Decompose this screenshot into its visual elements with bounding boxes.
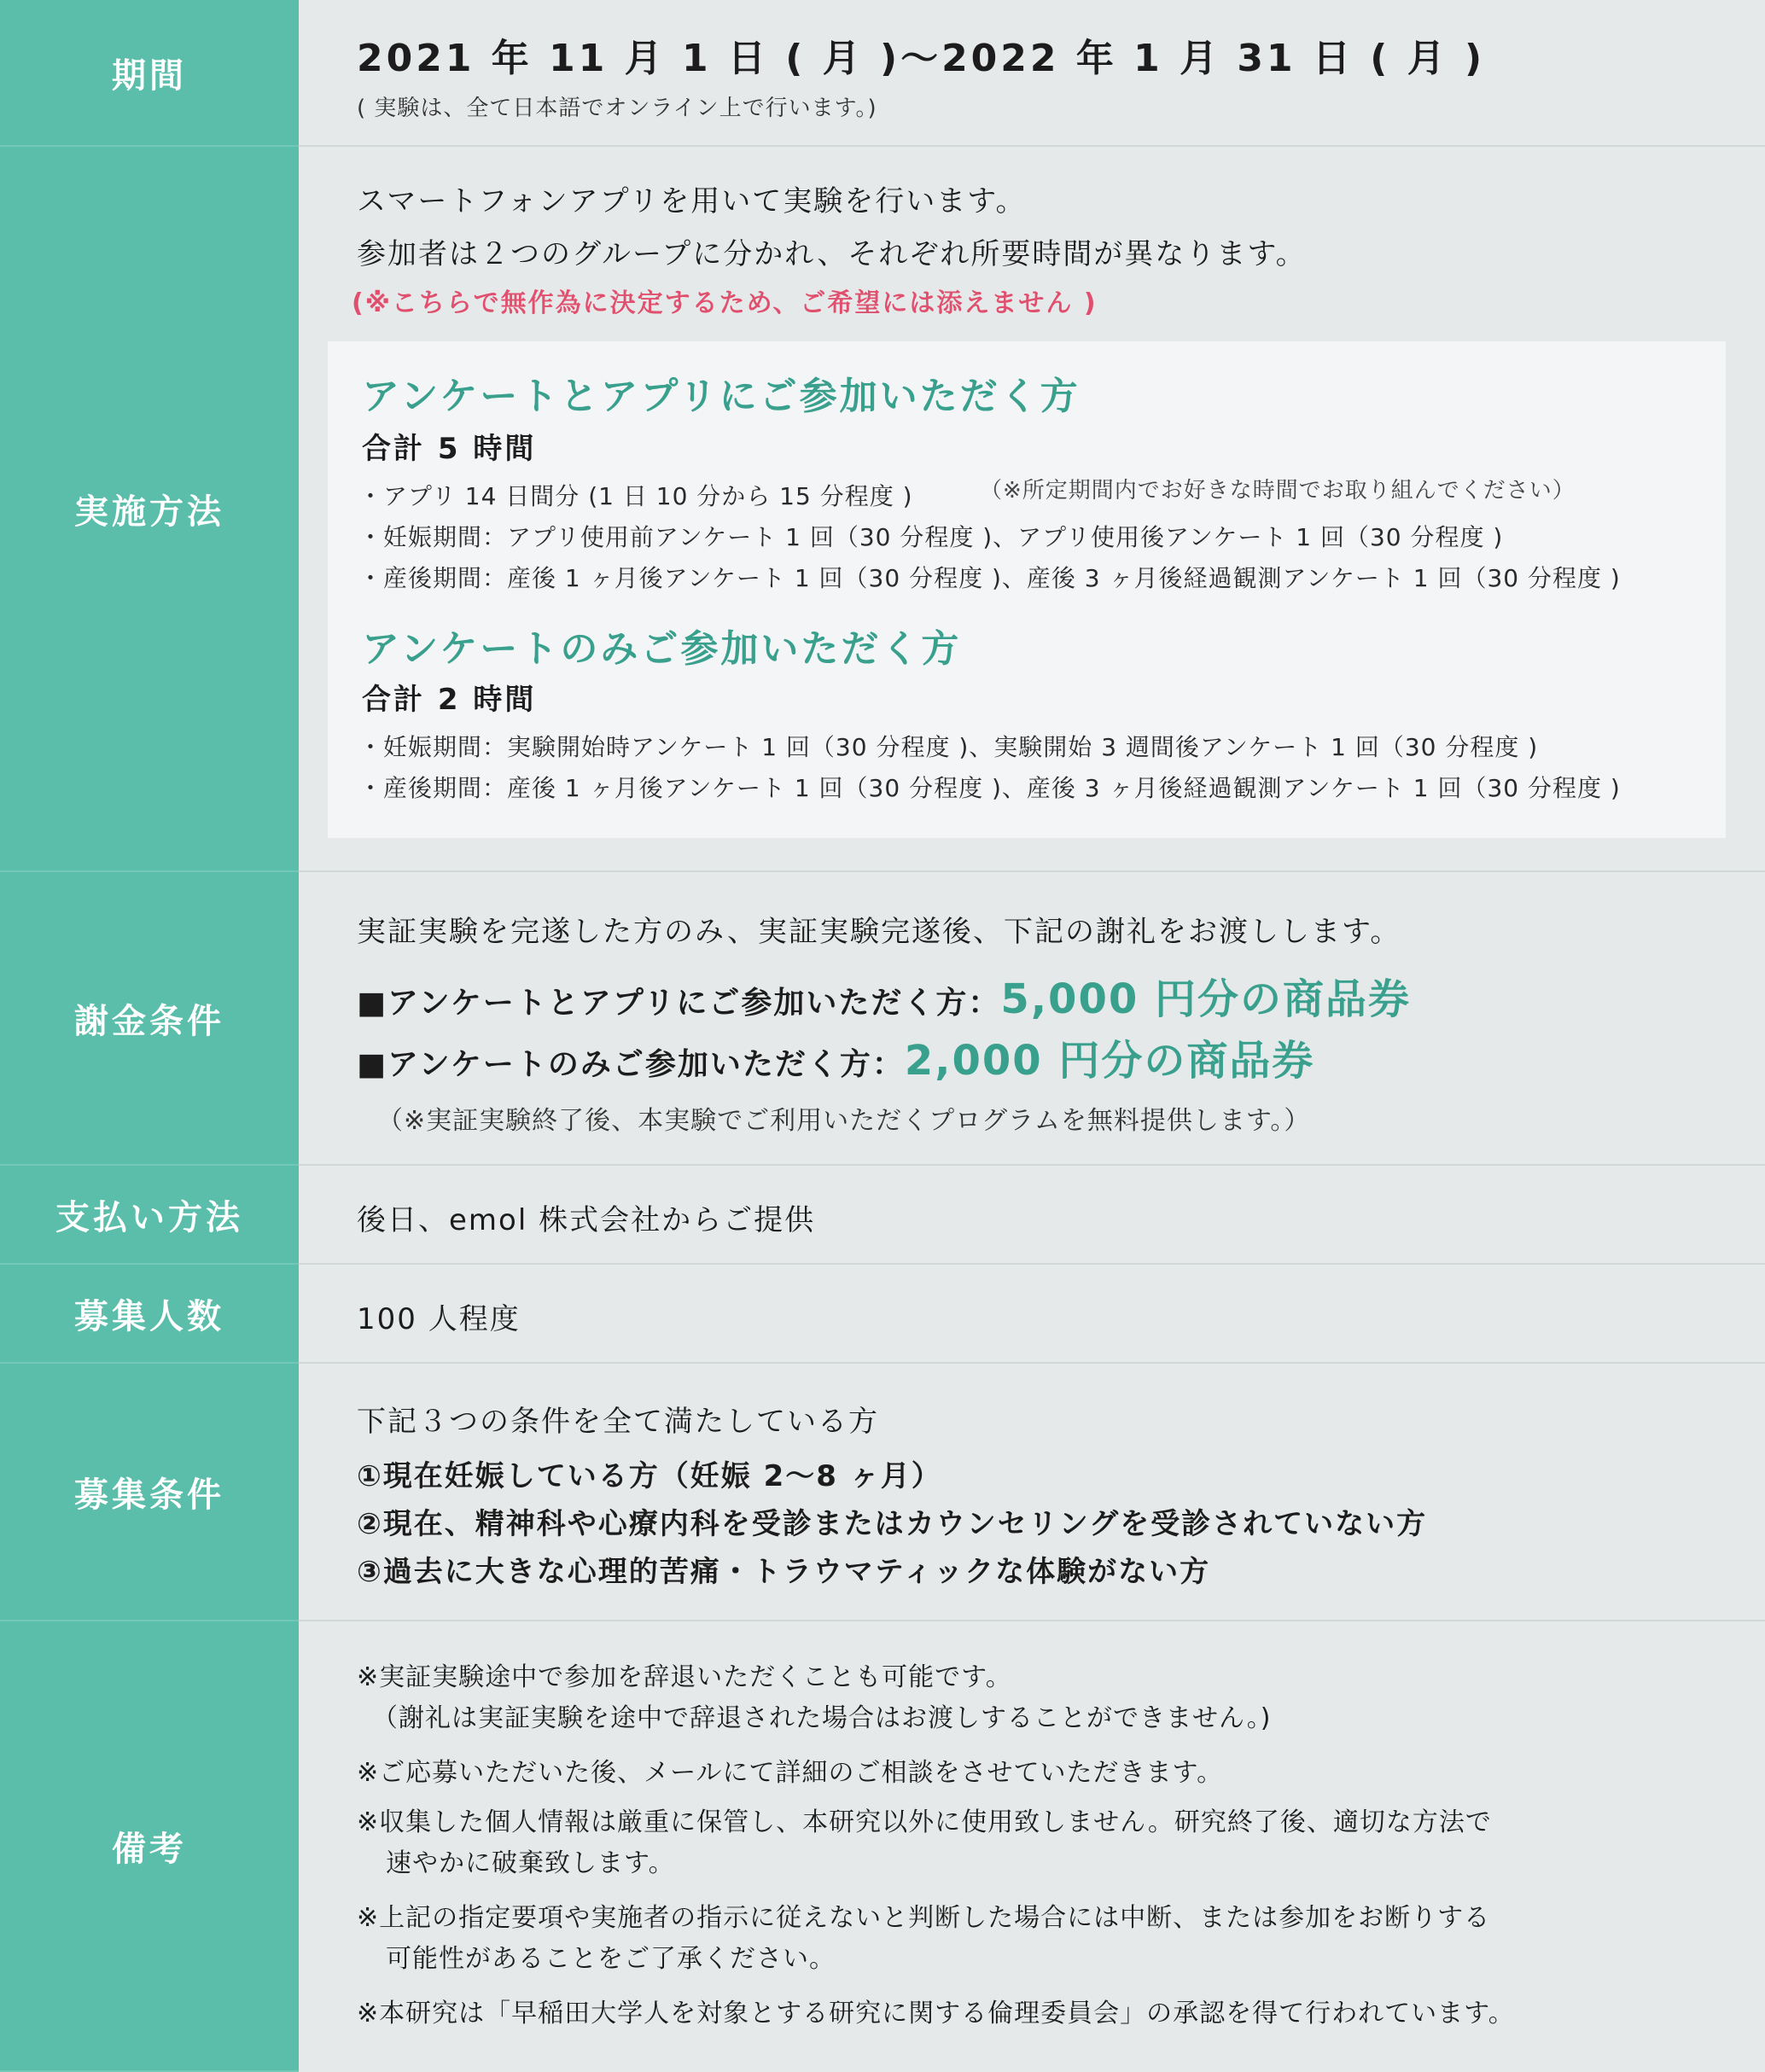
method-line1: スマートフォンアプリを用いて実験を行います。 (357, 184, 1027, 218)
group-b-item-1: ・妊娠期間：実験開始時アンケート 1 回（30 分程度 )、実験開始 3 週間後アンケート 1 回（30 分程度 ) (358, 733, 1539, 761)
group-a-item-1-note: （※所定期間内でお好きな時間でお取り組んでください） (980, 478, 1576, 503)
condition-item-1: ①現在妊娠している方（妊娠 2〜8 ヶ月） (357, 1459, 942, 1493)
content-remarks (299, 1621, 1765, 2072)
group-b-total: 合計 2 時間 (362, 683, 537, 717)
group-b-heading: アンケートのみご参加いただく方 (362, 627, 962, 671)
reward-b (357, 1027, 1314, 1086)
content-payment (299, 1166, 1765, 1265)
label-remarks: 備考 (0, 1621, 299, 2072)
label-count: 募集人数 (0, 1265, 299, 1364)
remark-line-8: ※本研究は「早稲田大学人を対象とする研究に関する倫理委員会」の承認を得て行われています。 (357, 1999, 1515, 2028)
row-reward (0, 872, 1765, 1166)
row-remarks (0, 1621, 1765, 2072)
reward-intro: 実証実験を完遂した方のみ、実証実験完遂後、下記の謝礼をお渡しします。 (357, 915, 1401, 949)
reward-a-value: 5,000 円分の商品券 (1000, 975, 1411, 1023)
payment-text: 後日、emol 株式会社からご提供 (357, 1203, 816, 1237)
remark-line-4: ※収集した個人情報は厳重に保管し、本研究以外に使用致しません。研究終了後、適切な方法で (357, 1807, 1492, 1837)
content-method (299, 147, 1765, 872)
reward-note: （※実証実験終了後、本実験でご利用いただくプログラムを無料提供します。） (377, 1106, 1311, 1136)
conditions-intro: 下記３つの条件を全て満たしている方 (357, 1405, 879, 1439)
row-count (0, 1265, 1765, 1364)
row-period (0, 0, 1765, 147)
remark-line-6: ※上記の指定要項や実施者の指示に従えないと判断した場合には中断、または参加をお断りする (357, 1903, 1491, 1933)
count-text: 100 人程度 (357, 1302, 521, 1336)
content-period (299, 0, 1765, 147)
label-payment: 支払い方法 (0, 1166, 299, 1265)
period-note: ( 実験は、全て日本語でオンライン上で行います。) (357, 96, 877, 121)
method-line2: 参加者は２つのグループに分かれ、それぞれ所要時間が異なります。 (357, 237, 1307, 271)
condition-item-2: ②現在、精神科や心療内科を受診またはカウンセリングを受診されていない方 (357, 1507, 1428, 1541)
condition-item-3: ③過去に大きな心理的苦痛・トラウマティックな体験がない方 (357, 1555, 1211, 1589)
label-method: 実施方法 (0, 147, 299, 872)
group-a-item-2: ・妊娠期間：アプリ使用前アンケート 1 回（30 分程度 )、アプリ使用後アンケート 1 回（30 分程度 ) (358, 523, 1504, 551)
remark-line-2: （謝礼は実証実験を途中で辞退された場合はお渡しすることができません。) (372, 1703, 1272, 1733)
content-reward (299, 872, 1765, 1166)
group-a-heading: アンケートとアプリにご参加いただく方 (362, 375, 1081, 418)
reward-a-label: ■アンケートとアプリにご参加いただく方： (357, 986, 1001, 1021)
reward-b-label: ■アンケートのみご参加いただく方： (357, 1047, 905, 1082)
label-reward: 謝金条件 (0, 872, 299, 1166)
remark-line-7: 可能性があることをご了承ください。 (386, 1944, 836, 1974)
label-conditions: 募集条件 (0, 1364, 299, 1621)
row-payment (0, 1166, 1765, 1265)
reward-b-value: 2,000 円分の商品券 (904, 1037, 1315, 1085)
label-period: 期間 (0, 0, 299, 147)
content-conditions (299, 1364, 1765, 1621)
group-b-item-2: ・産後期間：産後 1 ヶ月後アンケート 1 回（30 分程度 )、産後 3 ヶ月後経過観測アンケート 1 回（30 分程度 ) (358, 774, 1621, 802)
content-count (299, 1265, 1765, 1364)
period-dates: 2021 年 11 月 1 日 ( 月 )〜2022 年 1 月 31 日 ( 月 ) (357, 37, 1486, 80)
row-method (0, 147, 1765, 872)
remark-line-1: ※実証実験途中で参加を辞退いただくことも可能です。 (357, 1662, 1012, 1692)
remark-line-5: 速やかに破棄致します。 (386, 1848, 675, 1878)
reward-a (357, 966, 1411, 1025)
remark-line-3: ※ご応募いただいた後、メールにて詳細のご相談をさせていただきます。 (357, 1758, 1224, 1788)
group-a-item-3: ・産後期間：産後 1 ヶ月後アンケート 1 回（30 分程度 )、産後 3 ヶ月後経過観測アンケート 1 回（30 分程度 ) (358, 564, 1621, 592)
group-a-total: 合計 5 時間 (362, 432, 537, 466)
method-note-red: (※こちらで無作為に決定するため、ご希望には添えません ) (352, 288, 1098, 318)
row-conditions (0, 1364, 1765, 1621)
group-a-item-1: ・アプリ 14 日間分 (1 日 10 分から 15 分程度 ) (358, 482, 913, 510)
method-groups-panel (328, 341, 1726, 838)
